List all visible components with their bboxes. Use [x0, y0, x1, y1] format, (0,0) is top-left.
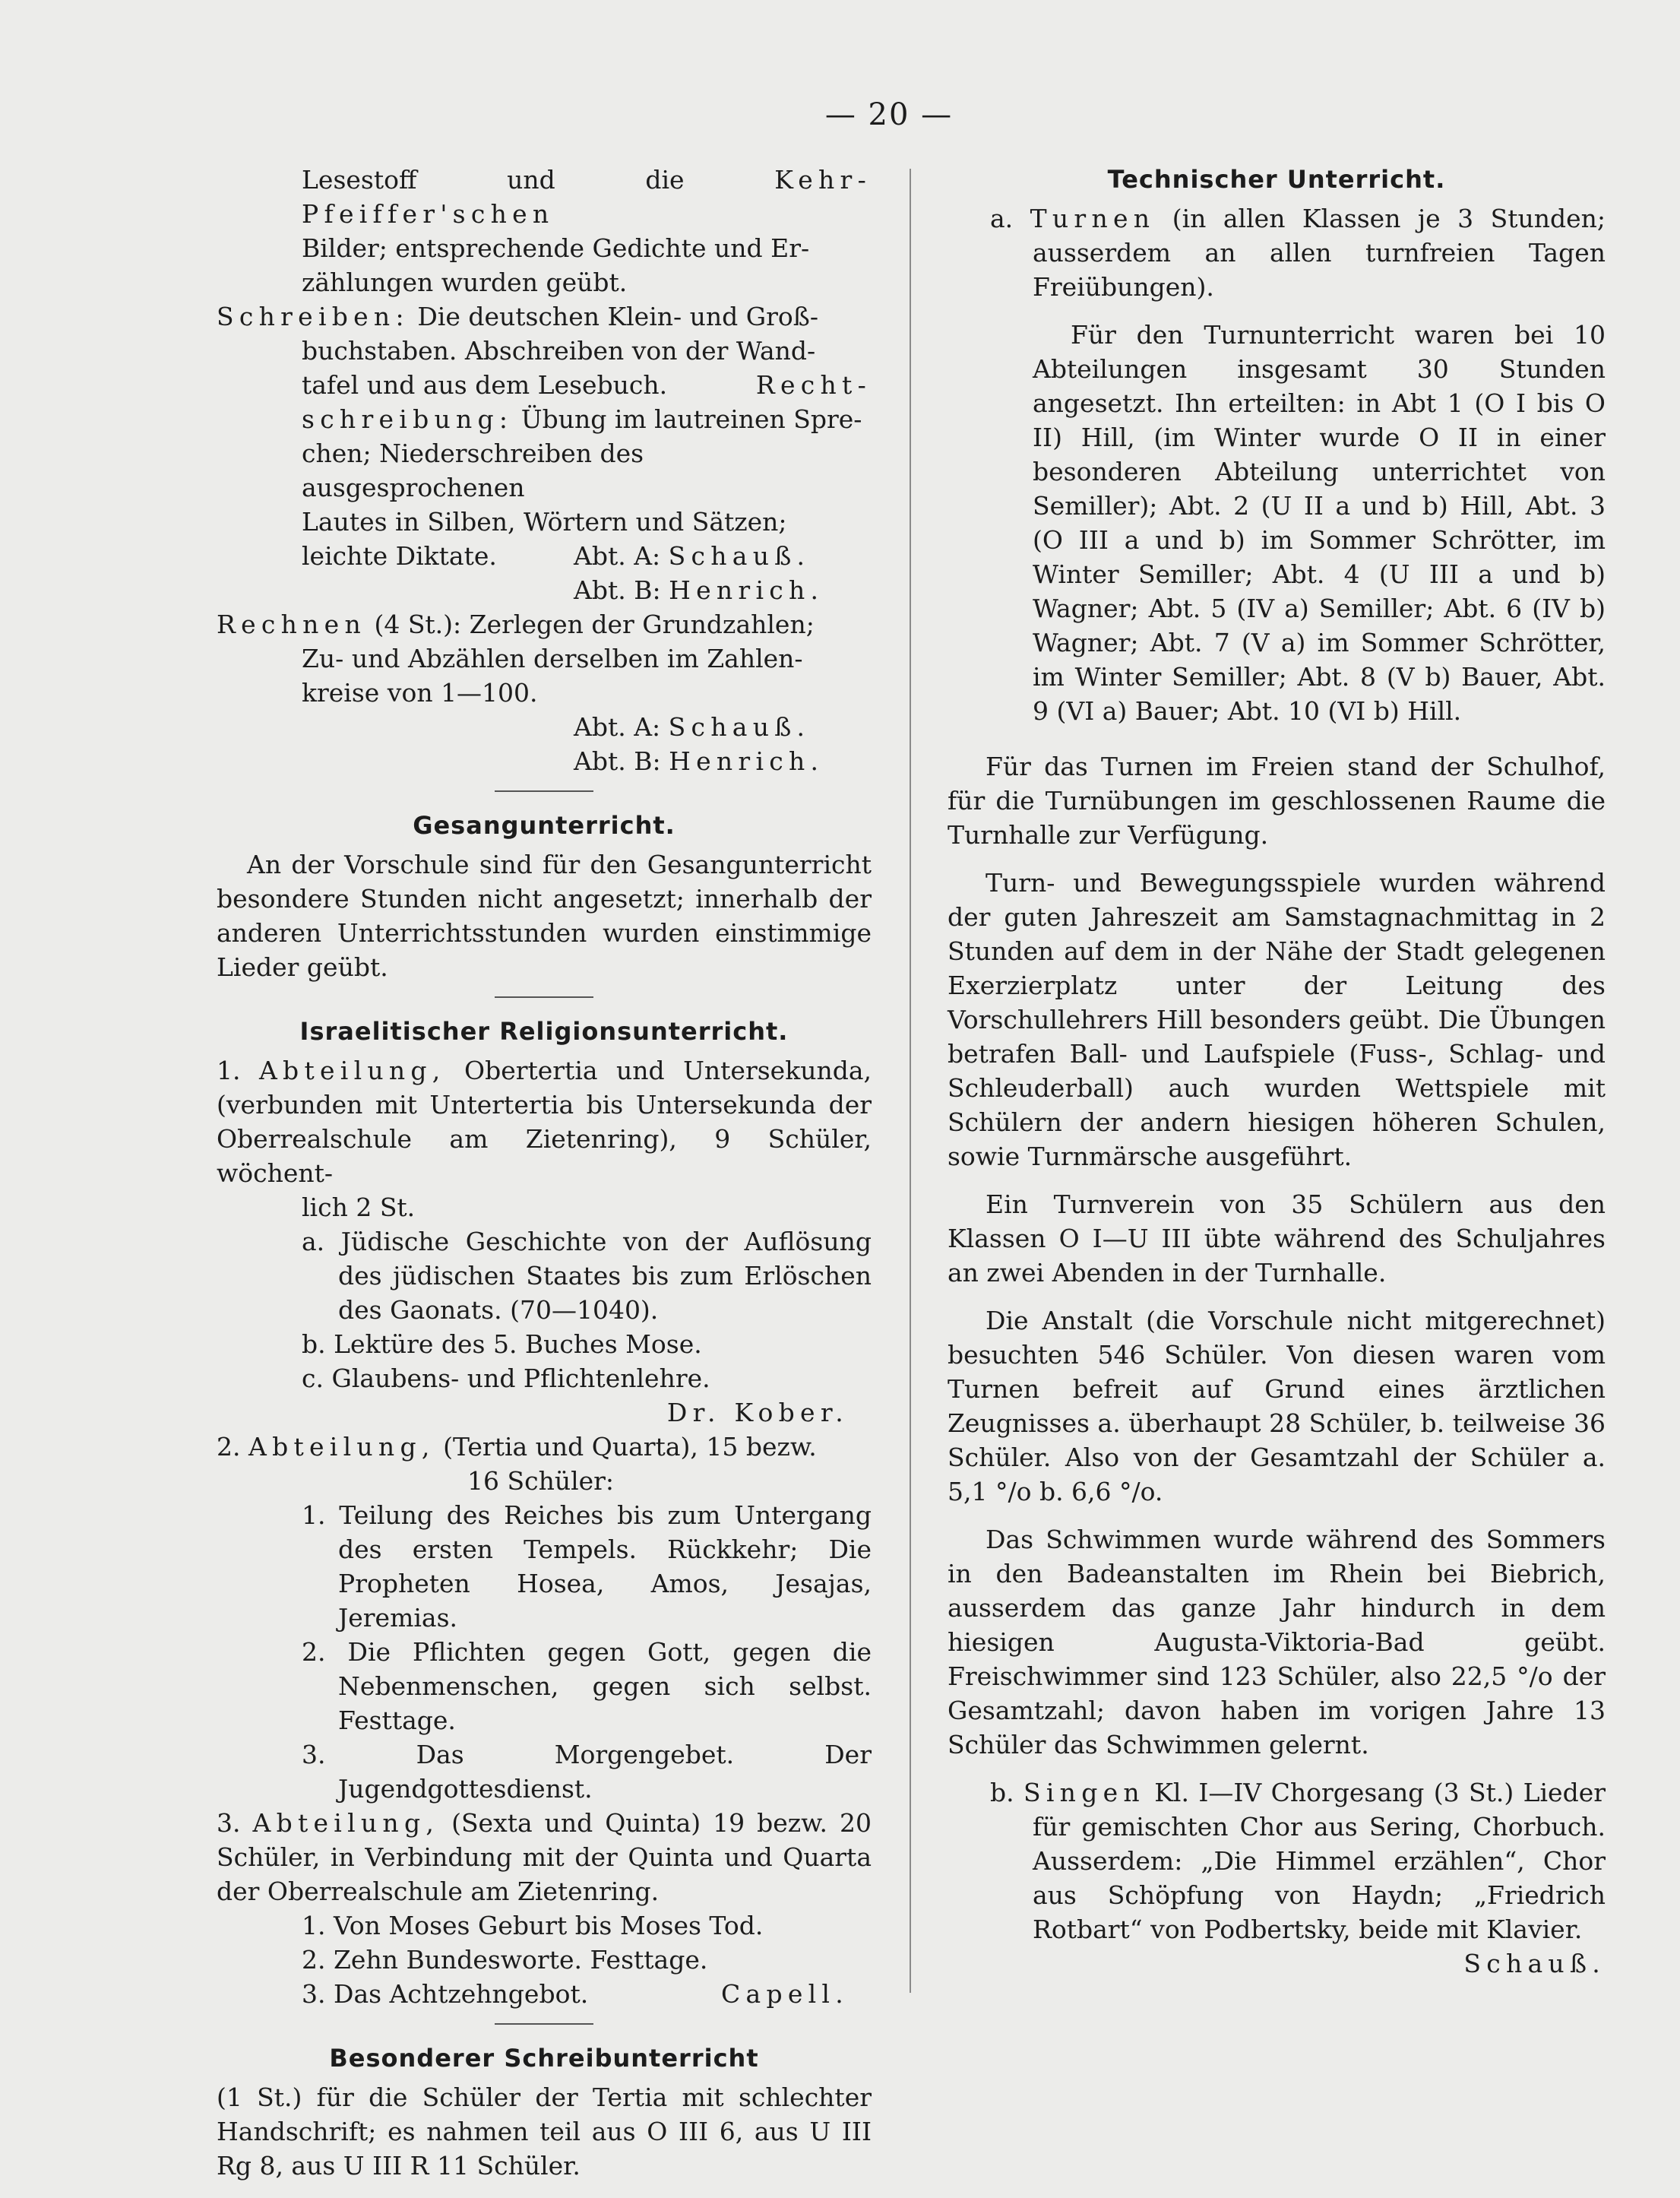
turnverein-paragraph: Ein Turnverein von 35 Schülern aus den Klassen O I—U III übte während des Schuljahres an zwei Abenden in der Turnhalle.	[948, 1189, 1606, 1287]
abt1-tail: lich 2 St.	[302, 1192, 416, 1222]
abt-a-label: Abt. A:	[574, 541, 669, 571]
turnen-text: (in allen Klassen je 3 Stunden; ausserdem an allen turnfreien Tagen Freiübungen).	[1033, 204, 1606, 302]
list-item: b. Lektüre des 5. Buches Mose.	[302, 1329, 702, 1359]
turnunterricht-paragraph: Für den Turnunterricht waren bei 10 Abteilungen insgesamt 30 Stunden angesetzt. Ihn erteilten: in Abt 1 (O I bis O II) Hill, (im Winter wurde O II in einer besonderen Abteilung unterrichtet von Semiller); Abt. 2 (U II a und b) Hill, Abt. 3 (O III a und b) im Sommer Schrötter, im Winter Semiller; Abt. 4 (U III a und b) Wagner; Abt. 5 (IV a) Semiller; Abt. 6 (IV b) Wagner; Abt. 7 (V a) im Sommer Schrötter, im Winter Semiller; Abt. 8 (V b) Bauer, Abt. 9 (VI a) Bauer; Abt. 10 (VI b) Hill.	[1033, 320, 1606, 726]
list-item: 1. Teilung des Reiches bis zum Untergang des ersten Tempels. Rückkehr; Die Propheten Hosea, Amos, Jesajas, Jeremias.	[302, 1500, 872, 1633]
intro-text: Lesestoff und die	[302, 165, 775, 195]
rechnen-text: (4 St.): Zerlegen der Grundzahlen;	[365, 610, 815, 639]
right-column	[948, 163, 1606, 1981]
teacher-name: Schauß.	[1463, 1949, 1606, 1978]
abt3-label: Abteilung,	[252, 1808, 440, 1838]
list-item: c. Glaubens- und Pflichtenlehre.	[302, 1363, 710, 1393]
left-column	[217, 163, 872, 2183]
teacher-name: Schauß.	[668, 712, 811, 742]
recht-line: chen; Niederschreiben des ausgesprochenen	[302, 439, 644, 502]
abt2-number: 2.	[217, 1432, 241, 1462]
abt2-text: (Tertia und Quarta), 15 bezw.	[435, 1432, 817, 1462]
teacher-name: Capell.	[721, 1979, 849, 2009]
teacher-name: Henrich.	[669, 575, 824, 605]
abt-a-label: Abt. A:	[574, 712, 669, 742]
section-separator	[495, 2023, 593, 2025]
spiele-paragraph: Turn- und Bewegungsspiele wurden während der guten Jahreszeit am Samstagnachmittag in 2 Stunden auf dem in der Nähe der Stadt gelegenen Exerzierplatz unter der Leitung des Vorschullehrers Hill besonders geübt. Die Übungen betrafen Ball- und Laufspiele (Fuss-, Schlag- und Schleuderball) auch wurden Wettspiele mit Schülern der andern hiesigen höheren Schulen, sowie Turnmärsche ausgeführt.	[948, 868, 1606, 1171]
rechnen-line: Zu- und Abzählen derselben im Zahlen-	[302, 644, 803, 673]
singen-mark: b.	[990, 1778, 1014, 1807]
list-item: 1. Von Moses Geburt bis Moses Tod.	[302, 1911, 764, 1940]
list-item: 2. Die Pflichten gegen Gott, gegen die Nebenmenschen, gegen sich selbst. Festtage.	[302, 1637, 872, 1735]
intro-line: zählungen wurden geübt.	[302, 268, 628, 297]
author-name: Kehr-Pfeiffer'schen	[302, 165, 872, 229]
schreiben-line: buchstaben. Abschreiben von der Wand-	[302, 336, 816, 366]
teacher-name: Henrich.	[669, 746, 824, 776]
rechnen-line: kreise von 1—100.	[302, 678, 538, 708]
gesang-text: An der Vorschule sind für den Gesangunterricht besondere Stunden nicht angesetzt; innerhalb der anderen Unterrichtsstunden wurden einstimmige Lieder geübt.	[217, 850, 872, 982]
page-number: — 20 —	[824, 97, 954, 132]
abt2-tail: 16 Schüler:	[467, 1466, 615, 1496]
abt-b-label: Abt. B:	[574, 746, 669, 776]
singen-text: Kl. I—IV Chorgesang (3 St.) Lieder für gemischten Chor aus Sering, Chorbuch. Ausserdem: „Die Himmel erzählen“, Chor aus Schöpfung von Haydn; „Friedrich Rotbart“ von Podbertsky, beide mit Klavier.	[1033, 1778, 1606, 1944]
schwimmen-paragraph: Das Schwimmen wurde während des Sommers in den Badeanstalten im Rhein bei Biebrich, ausserdem das ganze Jahr hindurch in dem hiesigen Augusta-Viktoria-Bad geübt. Freischwimmer sind 123 Schüler, also 22,5 °/o der Gesamtzahl; davon haben im vorigen Jahre 13 Schüler das Schwimmen gelernt.	[948, 1525, 1606, 1759]
abt1-label: Abteilung,	[258, 1056, 446, 1085]
abt3-text: (Sexta und Quinta) 19 bezw. 20 Schüler, in Verbindung mit der Quinta und Quarta der Oberrealschule am Zietenring.	[217, 1808, 872, 1906]
rechnen-label: Rechnen	[217, 610, 366, 639]
tech-heading: Technischer Unterricht.	[1107, 165, 1446, 194]
schreib-heading: Besonderer Schreibunterricht	[329, 2044, 759, 2073]
abt2-list	[217, 1498, 872, 1806]
list-item: a. Jüdische Geschichte von der Auflösung des jüdischen Staates bis zum Erlöschen des Gaonats. (70—1040).	[302, 1227, 872, 1325]
teacher-name: Schauß.	[668, 541, 811, 571]
diktate-text: leichte Diktate.	[302, 541, 497, 571]
schreiben-text: Die deutschen Klein- und Groß-	[409, 302, 818, 331]
gesang-heading: Gesangunterricht.	[413, 811, 675, 840]
list-item: 2. Zehn Bundesworte. Festtage.	[302, 1945, 708, 1975]
recht-label: Recht-	[755, 370, 872, 400]
schreiben-line: tafel und aus dem Lesebuch.	[302, 370, 668, 400]
recht-line: Lautes in Silben, Wörtern und Sätzen;	[302, 507, 787, 537]
recht-label: schreibung:	[302, 404, 514, 434]
list-item: 3. Das Achtzehngebot. Capell.	[217, 1977, 872, 2011]
abt1-number: 1.	[217, 1056, 241, 1085]
israel-heading: Israelitischer Religionsunterricht.	[299, 1017, 789, 1046]
abt3-number: 3.	[217, 1808, 241, 1838]
abt-b-label: Abt. B:	[574, 575, 669, 605]
schreib-text: (1 St.) für die Schüler der Tertia mit schlechter Handschrift; es nahmen teil aus O III 6, aus U III Rg 8, aus U III R 11 Schüler.	[217, 2082, 872, 2181]
abt2-label: Abteilung,	[248, 1432, 435, 1462]
reading-paragraph	[217, 163, 872, 299]
abt1-text: Obertertia und Untersekunda, (verbunden mit Untertertia bis Untersekunda der Oberrealschule am Zietenring), 9 Schüler, wöchent-	[217, 1056, 872, 1188]
list-item: 3. Das Morgengebet. Der Jugendgottesdienst.	[302, 1740, 872, 1804]
anstalt-paragraph: Die Anstalt (die Vorschule nicht mitgerechnet) besuchten 546 Schüler. Von diesen waren vom Turnen befreit auf Grund eines ärztlichen Zeugnisses a. überhaupt 28 Schüler, b. teilweise 36 Schüler. Also von der Gesamtzahl der Schüler a. 5,1 °/o b. 6,6 °/o.	[948, 1306, 1606, 1506]
recht-text: Übung im lautreinen Spre-	[513, 404, 862, 434]
section-separator	[495, 790, 593, 792]
abt3-list	[217, 1908, 872, 2011]
singen-label: Singen	[1024, 1778, 1145, 1807]
schreiben-label: Schreiben:	[217, 302, 410, 331]
column-divider	[910, 169, 911, 1993]
abt1-list	[217, 1224, 872, 1395]
turnen-mark: a.	[990, 204, 1014, 233]
teacher-name: Dr. Kober.	[666, 1398, 849, 1427]
turnen-label: Turnen	[1030, 204, 1156, 233]
section-separator	[495, 996, 593, 998]
turnen-freien-paragraph: Für das Turnen im Freien stand der Schulhof, für die Turnübungen im geschlossenen Raume die Turnhalle zur Verfügung.	[948, 752, 1606, 850]
intro-line: Bilder; entsprechende Gedichte und Er-	[302, 233, 810, 263]
